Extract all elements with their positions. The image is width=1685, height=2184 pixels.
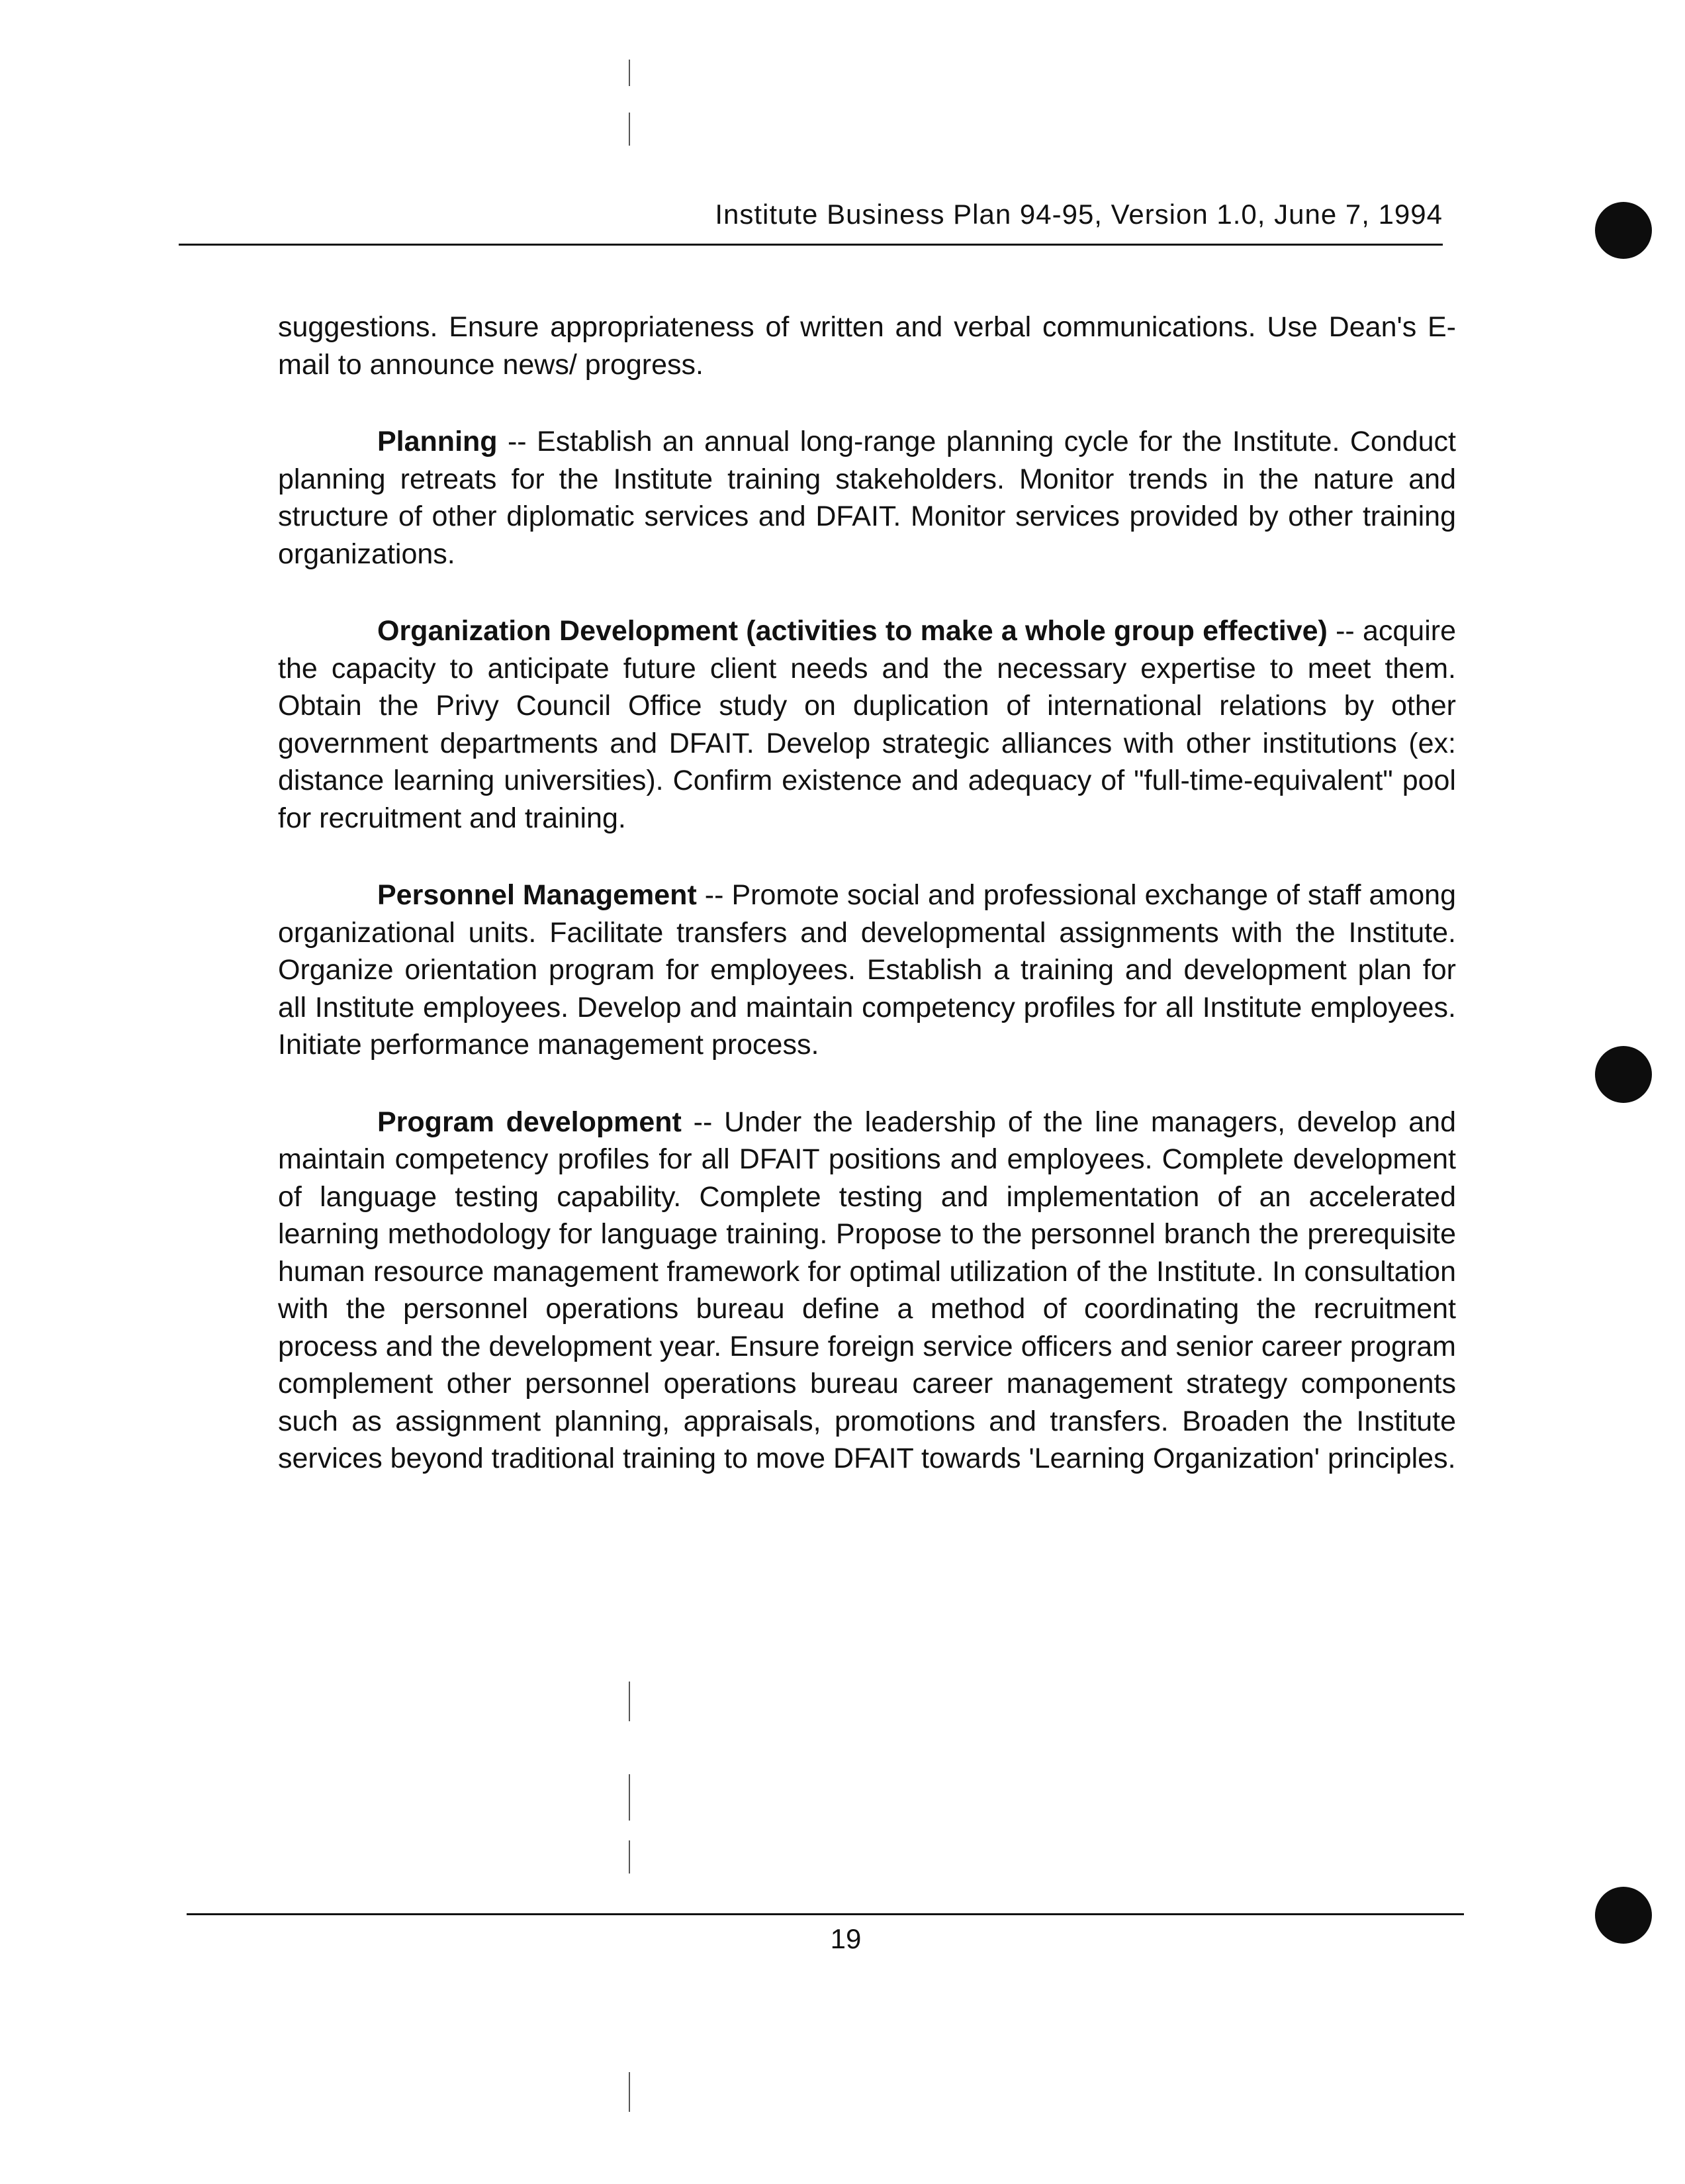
punch-hole-bottom (1595, 1887, 1652, 1944)
punch-hole-middle (1595, 1046, 1652, 1103)
paragraph-program-development (278, 1104, 1456, 1478)
page-number (0, 1923, 1685, 1955)
page-number-text: 19 (830, 1923, 862, 1954)
scan-line-fragment (629, 1682, 630, 1721)
paragraph-heading: Planning (377, 426, 498, 457)
paragraph-text: suggestions. Ensure appropriateness of written and verbal communications. Use Dean's E-mail to announce news/ progress. (278, 311, 1456, 381)
header-title: Institute Business Plan 94-95, Version 1.0, June 7, 1994 (715, 199, 1443, 230)
paragraph-heading: Organization Development (activities to make a whole group effective) (377, 615, 1328, 647)
paragraph-organization-development (278, 612, 1456, 837)
page-header (179, 199, 1443, 245)
paragraph-text: -- Under the leadership of the line managers, develop and maintain competency profiles for all DFAIT positions and employees. Complete development of language testing capability. Complete testing and implementation of an accelerated learning methodology for language training. Propose to the personnel branch the prerequisite human resource management framework for optimal utilization of the Institute. In consultation with the personnel operations bureau define a method of coordinating the recruitment process and the development year. Ensure foreign service officers and senior career program complement other personnel operations bureau career management strategy components such as assignment planning, appraisals, promotions and transfers. Broaden the Institute services beyond traditional training to move DFAIT towards 'Learning Organization' principles. (278, 1106, 1457, 1474)
paragraph-heading: Program development (377, 1106, 682, 1138)
paragraph-continuation (278, 309, 1456, 383)
scan-line-fragment (629, 2072, 630, 2112)
scan-line-fragment (629, 60, 630, 86)
paragraph-text: -- Promote social and professional exchange of staff among organizational units. Facilitate transfers and developmental assignments with the Institute. Organize orientation program for employees. Establish a training and development plan for all Institute employees. Develop and maintain competency profiles for all Institute employees. Initiate performance management process. (278, 879, 1456, 1061)
scan-line-fragment (629, 1774, 630, 1821)
paragraph-personnel-management (278, 877, 1456, 1064)
header-rule (179, 244, 1443, 246)
document-body (278, 309, 1456, 1517)
paragraph-heading: Personnel Management (377, 879, 697, 911)
scan-line-fragment (629, 1840, 630, 1874)
paragraph-text: -- acquire the capacity to anticipate future client needs and the necessary expertise to meet them. Obtain the Privy Council Office study on duplication of international relations by other government departments and DFAIT. Develop strategic alliances with other institutions (ex: distance learning universities). Confirm existence and adequacy of "full-time-equivalent" pool for recruitment and training. (278, 615, 1456, 834)
paragraph-planning (278, 423, 1456, 573)
scan-line-fragment (629, 113, 630, 146)
paragraph-text: -- Establish an annual long-range planning cycle for the Institute. Conduct planning retreats for the Institute training stakeholders. Monitor trends in the nature and structure of other diplomatic services and DFAIT. Monitor services provided by other training organizations. (278, 426, 1456, 570)
punch-hole-top (1595, 202, 1652, 259)
footer-rule (187, 1913, 1464, 1915)
